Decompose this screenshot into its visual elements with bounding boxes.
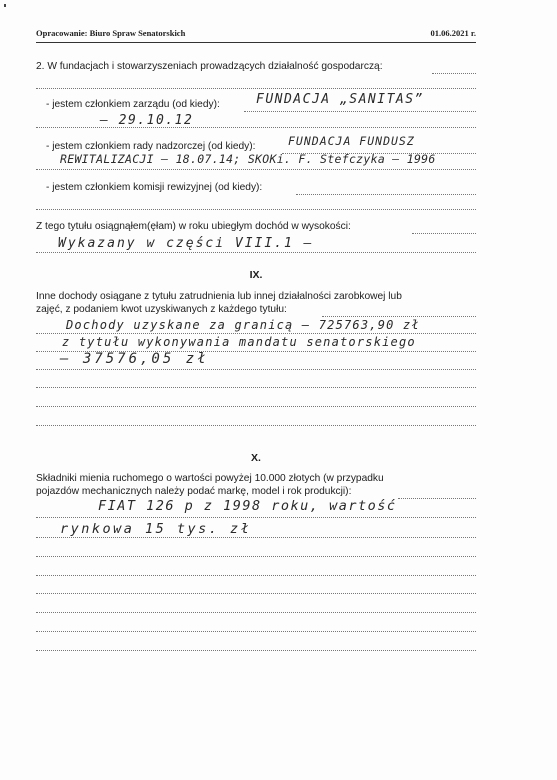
dotted-line xyxy=(36,369,476,370)
page-header xyxy=(36,28,476,42)
rada-label: - jestem członkiem rady nadzorczej (od kiedy): xyxy=(46,141,256,152)
section-ix-heading: IX. xyxy=(249,269,263,281)
header-rule xyxy=(36,42,476,43)
section-ix-text-2: zajęć, z podaniem kwot uzyskiwanych z każdego tytułu: xyxy=(36,304,287,315)
dochod-value: Wykazany w części VIII.1 – xyxy=(58,236,314,251)
dotted-line xyxy=(36,425,476,426)
section-x-value-2: rynkowa 15 tys. zł xyxy=(60,521,252,537)
section-x-text-2: pojazdów mechanicznych należy podać markę, model i rok produkcji): xyxy=(36,486,352,497)
dotted-line xyxy=(36,575,476,576)
section-ix-value-3: – 37576,05 zł xyxy=(60,351,209,367)
dotted-line xyxy=(36,631,476,632)
dotted-line xyxy=(36,593,476,594)
section-x-value-1: FIAT 126 p z 1998 roku, wartość xyxy=(98,498,397,514)
section-ix-value-1: Dochody uzyskane za granicą – 725763,90 zł xyxy=(66,318,420,332)
dotted-line xyxy=(432,73,476,74)
dotted-line xyxy=(296,194,476,195)
zarzad-value-2: – 29.10.12 xyxy=(100,113,194,128)
dotted-line xyxy=(36,387,476,388)
dotted-line xyxy=(244,111,476,112)
dotted-line xyxy=(412,233,476,234)
dotted-line xyxy=(398,498,476,499)
dotted-line xyxy=(36,252,476,253)
section-x-heading: X. xyxy=(251,452,261,464)
section-x-text-1: Składniki mienia ruchomego o wartości powyżej 10.000 złotych (w przypadku xyxy=(36,473,384,484)
question-fundacje: 2. W fundacjach i stowarzyszeniach prowadzących działalność gospodarczą: xyxy=(36,61,383,72)
dotted-line xyxy=(36,88,476,89)
komisja-label: - jestem członkiem komisji rewizyjnej (od kiedy): xyxy=(46,182,263,193)
dotted-line xyxy=(36,169,476,170)
header-author: Opracowanie: Biuro Spraw Senatorskich xyxy=(36,28,186,38)
dotted-line xyxy=(322,316,476,317)
zarzad-label: - jestem członkiem zarządu (od kiedy): xyxy=(46,99,220,110)
dotted-line xyxy=(36,612,476,613)
dotted-line xyxy=(36,333,476,334)
dotted-line xyxy=(36,537,476,538)
dotted-line xyxy=(36,209,476,210)
scan-mark xyxy=(4,4,6,7)
dotted-line xyxy=(36,650,476,651)
section-ix-text-1: Inne dochody osiągane z tytułu zatrudnienia lub innej działalności zarobkowej lub xyxy=(36,291,402,302)
header-date: 01.06.2021 r. xyxy=(430,28,476,38)
rada-value-2: REWITALIZACJI – 18.07.14; SKOKi. F. Stefczyka – 1996 xyxy=(60,152,436,166)
zarzad-value-1: FUNDACJA „SANITAS” xyxy=(256,92,424,107)
dotted-line xyxy=(36,406,476,407)
dochod-label: Z tego tytułu osiągnąłem(ęłam) w roku ubiegłym dochód w wysokości: xyxy=(36,221,351,232)
dotted-line xyxy=(36,556,476,557)
section-ix-value-2: z tytułu wykonywania mandatu senatorskiego xyxy=(62,335,416,349)
dotted-line xyxy=(36,127,476,128)
rada-value-1: FUNDACJA FUNDUSZ xyxy=(288,134,415,148)
dotted-line xyxy=(36,517,476,518)
